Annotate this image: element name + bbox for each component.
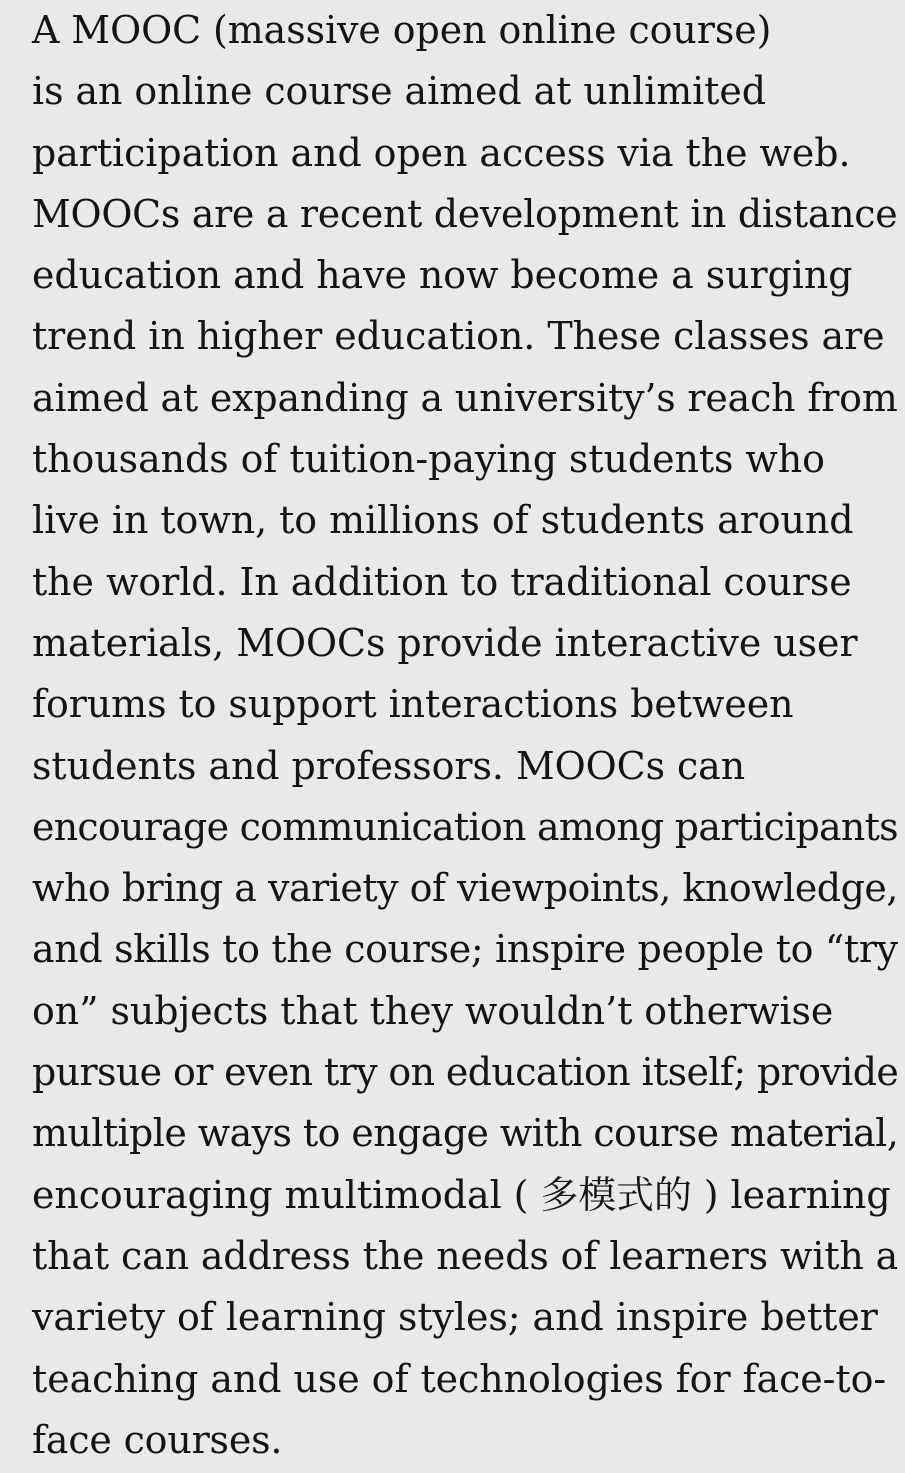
text-line-10: the world. In addition to traditional course (32, 559, 852, 604)
text-line-17: on” subjects that they wouldn’t otherwise (32, 988, 834, 1033)
text-line-16: and skills to the course; inspire people to “try (32, 927, 898, 972)
text-line-15: who bring a variety of viewpoints, knowledge, (32, 866, 898, 911)
text-line-1: A MOOC (massive open online course) (32, 8, 772, 52)
text-line-9: live in town, to millions of students around (32, 498, 854, 543)
text-line-6: trend in higher education. These classes are (32, 314, 885, 359)
text-line-13: students and professors. MOOCs can (32, 743, 746, 788)
text-line-18: pursue or even try on education itself; provide (32, 1050, 899, 1095)
text-line-24: face courses. (32, 1417, 283, 1462)
passage-text (32, 0, 902, 1471)
text-line-21: that can address the needs of learners with a (32, 1233, 899, 1278)
text-line-11: materials, MOOCs provide interactive user (32, 620, 858, 665)
text-line-3: participation and open access via the web. (32, 130, 851, 175)
text-line-19: multiple ways to engage with course material, (32, 1111, 899, 1156)
text-line-20: encouraging multimodal ( 多模式的 ) learning (32, 1172, 891, 1217)
text-line-8: thousands of tuition-paying students who (32, 437, 825, 482)
text-line-12: forums to support interactions between (32, 682, 794, 727)
text-line-14: encourage communication among participants (32, 804, 898, 849)
text-line-7: aimed at expanding a university’s reach from (32, 375, 898, 420)
text-line-23: teaching and use of technologies for face-to- (32, 1356, 887, 1401)
text-line-22: variety of learning styles; and inspire better (32, 1295, 878, 1340)
text-line-5: education and have now become a surging (32, 253, 853, 298)
text-line-4: MOOCs are a recent development in distance (32, 191, 898, 236)
text-line-2: is an online course aimed at unlimited (32, 69, 766, 114)
